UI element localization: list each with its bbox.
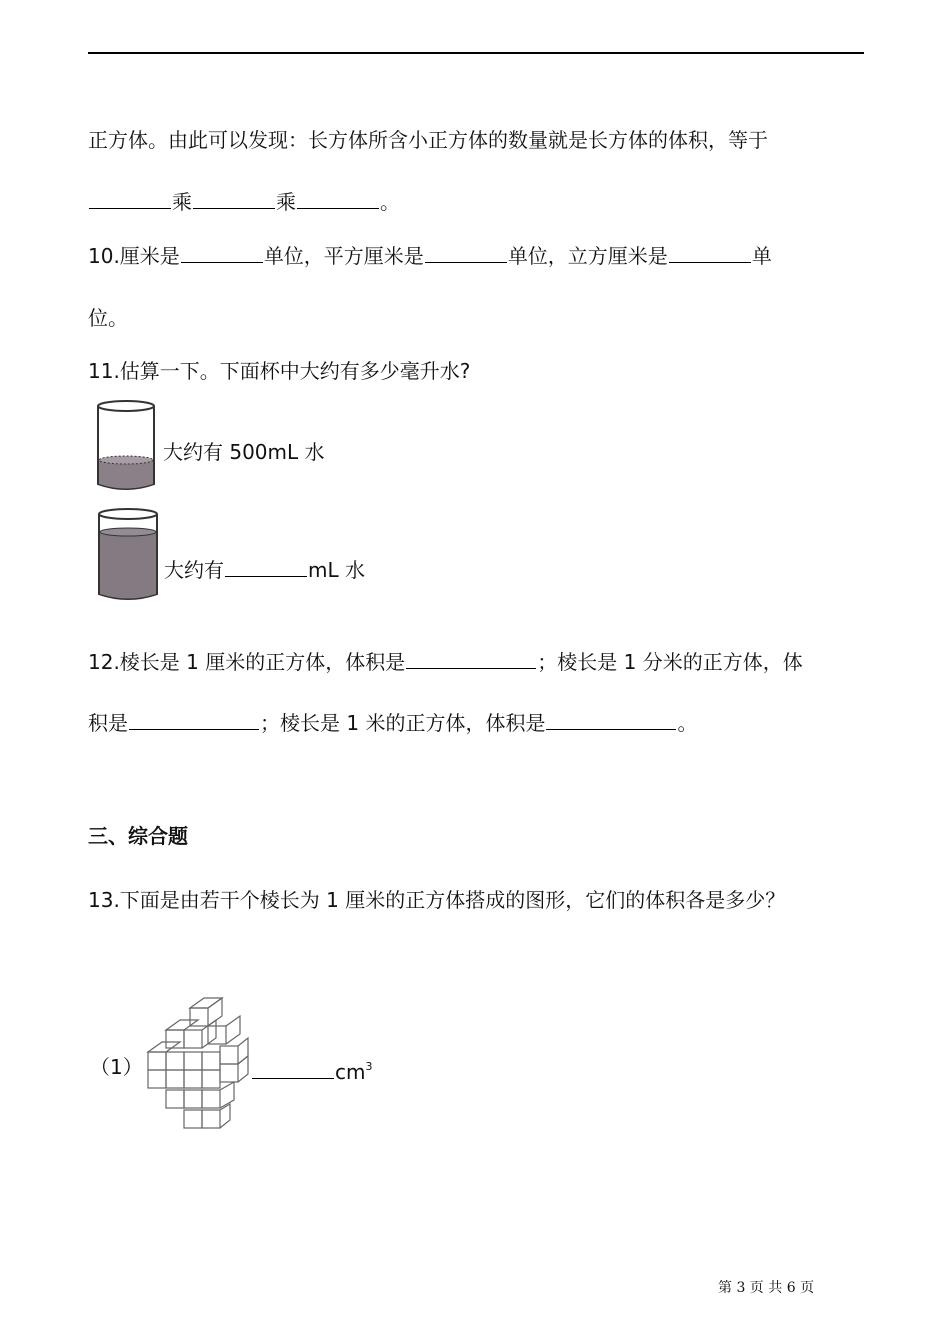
answer-blank[interactable] bbox=[225, 556, 307, 577]
cup-full-water-image bbox=[96, 506, 162, 604]
answer-blank[interactable] bbox=[89, 188, 171, 209]
sub-question-1-answer: $cm^3$ bbox=[251, 1053, 372, 1086]
cup1-label: 大约有 500mL 水 bbox=[163, 440, 325, 464]
text-line-1: 正方体。由此可以发现：长方体所含小正方体的数量就是长方体的体积，等于 bbox=[88, 128, 768, 152]
answer-blank[interactable] bbox=[181, 242, 263, 263]
answer-blank[interactable] bbox=[252, 1058, 334, 1079]
section-heading: 三、综合题 bbox=[88, 824, 188, 848]
sub-question-1-label: （1） bbox=[90, 1055, 143, 1079]
page-footer: 第 3 页 共 6 页 bbox=[718, 1280, 815, 1296]
answer-blank[interactable] bbox=[129, 709, 259, 730]
question-10-cont: 位。 bbox=[88, 306, 128, 330]
question-12-cont: 积是 ；棱长是 1 米的正方体，体积是 。 bbox=[88, 711, 698, 735]
answer-blank[interactable] bbox=[546, 709, 676, 730]
answer-blank[interactable] bbox=[193, 188, 275, 209]
answer-blank[interactable] bbox=[406, 648, 536, 669]
question-11: 11.估算一下。下面杯中大约有多少毫升水? bbox=[88, 359, 471, 383]
cube-stack-image bbox=[144, 990, 250, 1132]
question-13: 13.下面是由若干个棱长为 1 厘米的正方体搭成的图形，它们的体积各是多少？ bbox=[88, 888, 786, 912]
text-line-2: 乘 乘 。 bbox=[88, 188, 400, 216]
answer-blank[interactable] bbox=[669, 242, 751, 263]
answer-blank[interactable] bbox=[297, 188, 379, 209]
header-rule bbox=[88, 52, 864, 54]
cup-low-water-image bbox=[96, 398, 160, 494]
question-10: 10.厘米是 单位，平方厘米是 单位，立方厘米是 单 bbox=[88, 244, 772, 268]
answer-blank[interactable] bbox=[425, 242, 507, 263]
cup2-label: 大约有 mL 水 bbox=[164, 558, 365, 582]
question-12: 12.棱长是 1 厘米的正方体，体积是 ；棱长是 1 分米的正方体，体 bbox=[88, 650, 803, 674]
